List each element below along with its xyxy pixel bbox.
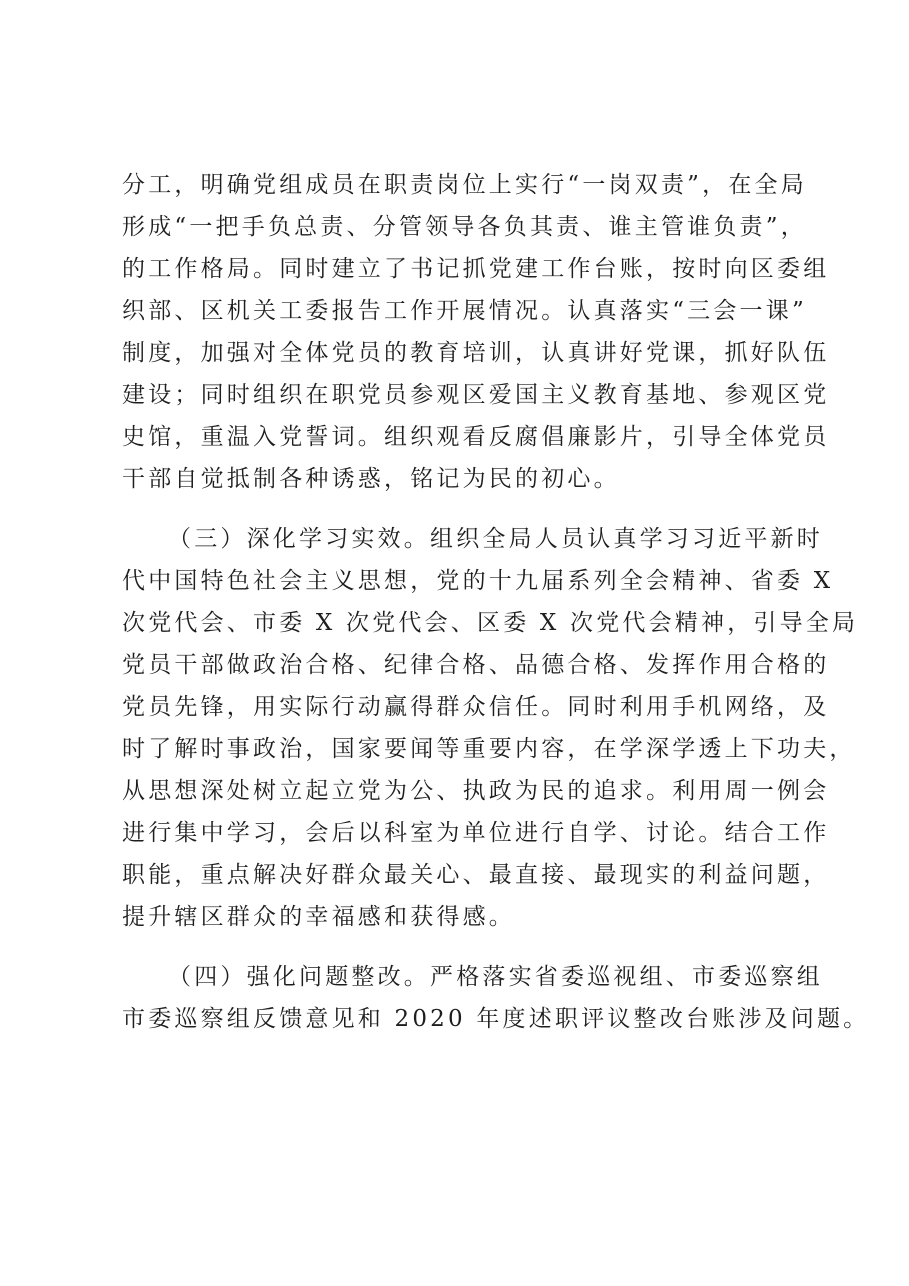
text-line: 形成“一把手负总责、分管领导各负其责、谁主管谁负责”， <box>122 214 807 240</box>
text-line: 史馆，重温入党誓词。组织观看反腐倡廉影片，引导全体党员 <box>122 424 830 450</box>
text-line: 分工，明确党组成员在职责岗位上实行“一岗双责”，在全局 <box>122 172 807 198</box>
text-line: 的工作格局。同时建立了书记抓党建工作台账，按时向区委组 <box>122 256 830 282</box>
text-line: 提升辖区群众的幸福感和获得感。 <box>122 904 515 930</box>
text-line: 市委巡察组反馈意见和 2020 年度述职评议整改台账涉及问题。 <box>122 1006 870 1032</box>
text-line: 制度，加强对全体党员的教育培训，认真讲好党课，抓好队伍 <box>122 340 830 366</box>
text-line: 党员先锋，用实际行动赢得群众信任。同时利用手机网络，及 <box>122 694 830 720</box>
text-line: 从思想深处树立起立党为公、执政为民的追求。利用周一例会 <box>122 778 830 804</box>
text-line: 进行集中学习，会后以科室为单位进行自学、讨论。结合工作 <box>122 820 830 846</box>
text-line: 职能，重点解决好群众最关心、最直接、最现实的利益问题， <box>122 862 830 888</box>
text-line: 次党代会、市委 X 次党代会、区委 X 次党代会精神，引导全局 <box>122 610 859 636</box>
text-line: 代中国特色社会主义思想，党的十九届系列全会精神、省委 X <box>122 568 834 594</box>
text-line: 党员干部做政治合格、纪律合格、品德合格、发挥作用合格的 <box>122 652 830 678</box>
paragraph-heading-3: （三）深化学习实效。组织全局人员认真学习习近平新时 <box>168 526 823 552</box>
text-line: 干部自觉抵制各种诱惑，铭记为民的初心。 <box>122 466 620 492</box>
paragraph-heading-4: （四）强化问题整改。严格落实省委巡视组、市委巡察组 <box>168 964 823 990</box>
text-line: 时了解时事政治，国家要闻等重要内容，在学深学透上下功夫， <box>122 736 856 762</box>
text-line: 织部、区机关工委报告工作开展情况。认真落实“三会一课” <box>122 298 807 324</box>
text-line: 建设；同时组织在职党员参观区爱国主义教育基地、参观区党 <box>122 382 830 408</box>
